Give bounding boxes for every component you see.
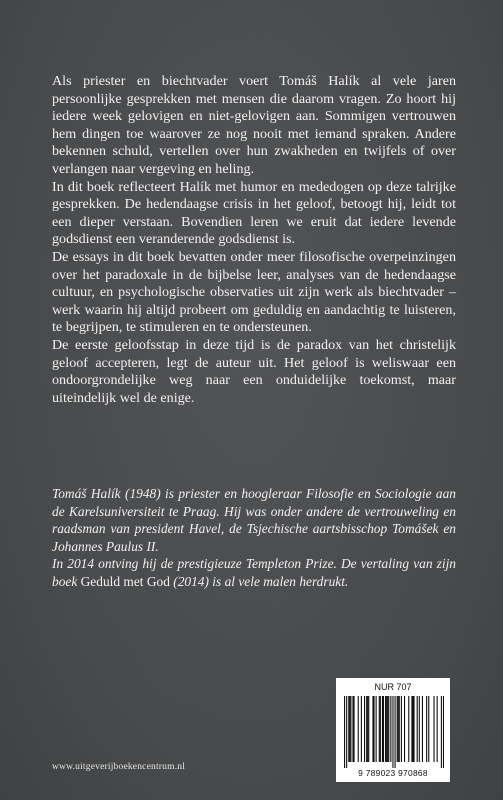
barcode-bar	[358, 696, 359, 762]
barcode-bar	[401, 696, 402, 762]
barcode-bar	[397, 696, 398, 762]
barcode-bar	[417, 696, 418, 762]
barcode-icon	[344, 696, 444, 768]
barcode-bar	[364, 696, 365, 762]
barcode-bar	[399, 696, 400, 762]
bio-text-before-title: In 2014 ontving hij de prestigieuze Templeton Prize. De vertaling van zijn boek	[52, 556, 456, 589]
barcode-bar	[350, 696, 351, 762]
blurb-paragraph-1: Als priester en biechtvader voert Tomáš Halík al vele jaren persoonlijke gesprekken met mensen die daarom vragen. Zo hoort hij iedere week gelovigen en niet-gelovigen aan. Sommigen vertrouwen hem dingen toe waarover ze nog nooit met iemand spraken. Andere bekennen schuld, vertellen over hun zwakheden en twijfels of over verlangen naar vergeving en heling.	[52, 73, 456, 177]
blurb-text	[52, 73, 456, 407]
barcode-bar	[386, 696, 387, 762]
barcode-bar	[346, 696, 347, 768]
barcode-bar	[408, 696, 409, 762]
barcode-bar	[367, 696, 368, 762]
barcode-bar	[382, 696, 383, 762]
blurb-paragraph-4: De eerste geloofsstap in deze tijd is de paradox van het christelijk geloof accepteren, legt de auteur uit. Het geloof is weliswaar een ondoorgrondelijke weg naar een onduidelijke toekomst, maar uiteindelijk wel de enige.	[52, 336, 456, 406]
barcode-bar	[433, 696, 434, 762]
author-bio	[52, 485, 456, 591]
barcode-bar	[422, 696, 423, 762]
barcode-bar	[398, 696, 399, 762]
barcode-bar	[404, 696, 405, 762]
barcode-bar	[372, 696, 373, 762]
barcode-bar	[411, 696, 412, 762]
publisher-website: www.uitgeverijboekencentrum.nl	[52, 762, 186, 772]
barcode-bar	[392, 696, 393, 768]
barcode-bar	[388, 696, 389, 762]
barcode-bar	[353, 696, 354, 762]
isbn-digits: 9 789023 970868	[358, 768, 428, 778]
author-bio-paragraph-1: Tomáš Halík (1948) is priester en hoogleraar Filosofie en Sociologie aan de Karelsuniversiteit te Praag. Hij was onder andere de vertrouweling en raadsman van president Havel, de Tsjechische aartsbisschop Tomášek en Johannes Paulus II.	[52, 486, 456, 554]
barcode-bar	[379, 696, 380, 762]
barcode-bar	[428, 696, 429, 762]
barcode-bar	[441, 696, 442, 768]
barcode-bar	[395, 696, 396, 768]
barcode-bar	[366, 696, 367, 762]
barcode-bar	[380, 696, 381, 762]
book-title: Geduld met God	[80, 573, 170, 589]
barcode-bar	[373, 696, 374, 762]
barcode-bar	[361, 696, 362, 762]
barcode-bar	[383, 696, 384, 762]
barcode-bar	[387, 696, 388, 762]
barcode-bar	[349, 696, 350, 762]
barcode-bar	[348, 696, 349, 762]
barcode-bar	[412, 696, 413, 762]
barcode-bar	[390, 696, 391, 762]
barcode-bar	[368, 696, 369, 762]
barcode-bar	[385, 696, 386, 762]
barcode-bar	[419, 696, 420, 762]
blurb-paragraph-3: De essays in dit boek bevatten onder meer filosofische overpeinzingen over het paradoxale in de bijbelse leer, analyses van de hedendaagse cultuur, en psychologische observaties uit zijn werk als biechtvader – werk waarin hij altijd probeert om geduldig en aandachtig te luisteren, te begrijpen, te stimuleren en te ondersteunen.	[52, 248, 456, 336]
barcode-bar	[437, 696, 438, 762]
barcode-bar	[376, 696, 377, 762]
barcode-bar	[443, 696, 444, 768]
nur-code: NUR 707	[374, 682, 412, 692]
barcode-bar	[352, 696, 353, 762]
barcode-bar	[344, 696, 345, 768]
barcode-bar	[413, 696, 414, 762]
author-bio-paragraph-2	[52, 555, 456, 590]
blurb-paragraph-2: In dit boek reflecteert Halík met humor en mededogen op deze talrijke gesprekken. De hedendaagse crisis in het geloof, betoogt hij, leidt tot een dieper verstaan. Bovendien leren we eruit dat iedere levende godsdienst een veranderende godsdienst is.	[52, 178, 456, 248]
bio-text-after-title: (2014) is al vele malen herdrukt.	[169, 573, 349, 589]
isbn-barcode-box	[336, 678, 450, 782]
barcode-bar	[426, 696, 427, 762]
